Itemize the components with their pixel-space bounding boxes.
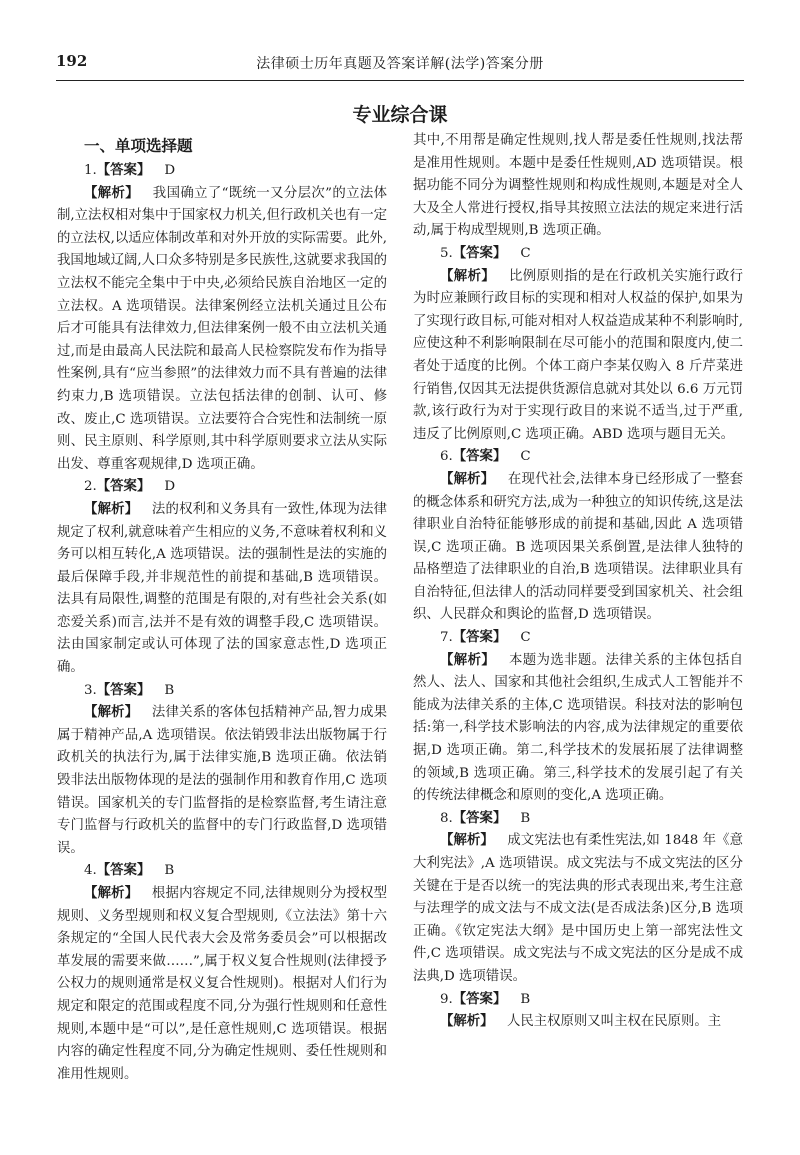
explanation bbox=[413, 469, 743, 627]
explanation-label: 【解析】 bbox=[440, 833, 494, 849]
explanation-label: 【解析】 bbox=[84, 886, 139, 901]
question-number: 2. bbox=[84, 479, 97, 495]
page-number: 192 bbox=[56, 52, 88, 70]
explanation bbox=[413, 1011, 743, 1034]
answer-line bbox=[413, 808, 743, 831]
answer-item bbox=[413, 627, 743, 808]
question-number: 1. bbox=[84, 163, 97, 178]
answer-label: 【答案】 bbox=[452, 245, 507, 261]
answer-item bbox=[57, 160, 387, 476]
explanation-text: 根据内容规定不同,法律规则分为授权型规则、义务型规则和权义复合型规则,《立法法》第十六条规定的“全国人民代表大会及常务委员会”可以根据改革发展的需要来做……”,属于权义复合性规则(法律授予公权力的规则通常是权义复合性规则)。根据对人们行为规定和限定的范围或程度不同,分为强行性规则和任意性规则,本题中是“可以”,是任意性规则,C 选项错误。根据内容的确定性程度不同,分为确定性规则、委任性规则和准用性规则。 bbox=[57, 886, 388, 1082]
explanation-label: 【解析】 bbox=[440, 268, 496, 284]
running-title: 法律硕士历年真题及答案详解(法学)答案分册 bbox=[256, 56, 544, 72]
explanation bbox=[413, 830, 743, 988]
question-number: 9. bbox=[440, 991, 453, 1007]
answer-label: 【答案】 bbox=[452, 991, 507, 1007]
explanation-label: 【解析】 bbox=[440, 1014, 494, 1030]
question-number: 6. bbox=[440, 449, 453, 465]
explanation-text: 成文宪法也有柔性宪法,如 1848 年《意大利宪法》,A 选项错误。成文宪法与不成文宪法的区分关键在于是否以统一的宪法典的形式表现出来,考生注意与法理学的成文法与不成文法(是否成法条)区分,B 选项正确。《钦定宪法大纲》是中国历史上第一部宪法性文件,C 选项错误。成文宪法与不成文宪法的区分是成不成法典,D 选项错误。 bbox=[413, 833, 743, 984]
explanation-label: 【解析】 bbox=[84, 501, 139, 517]
left-answer-list bbox=[57, 160, 387, 1086]
explanation-label: 【解析】 bbox=[440, 471, 495, 487]
part-heading: 一、单项选择题 bbox=[84, 137, 193, 155]
answer-letter: D bbox=[164, 479, 176, 495]
explanation-text: 法律关系的客体包括精神产品,智力成果属于精神产品,A 选项错误。依法销毁非法出版物属于行政机关的执法行为,属于法律实施,B 选项正确。依法销毁非法出版物体现的是法的强制作用和教育作用,C 选项错误。国家机关的专门监督指的是检察监督,考生请注意专门监督与行政机关的监督中的专门行政监督,D 选项错误。 bbox=[57, 705, 388, 856]
answer-letter: C bbox=[520, 245, 531, 261]
answer-item bbox=[413, 989, 743, 1034]
answer-label: 【答案】 bbox=[452, 630, 507, 646]
question-number: 4. bbox=[84, 863, 97, 879]
explanation bbox=[57, 883, 387, 1086]
answer-label: 【答案】 bbox=[96, 479, 151, 495]
answer-label: 【答案】 bbox=[96, 682, 151, 698]
explanation bbox=[413, 266, 743, 447]
continued-explanation: 其中,不用帮是确定性规则,找人帮是委任性规则,找法帮是准用性规则。本题中是委任性规则,AD 选项错误。根据功能不同分为调整性规则和构成性规则,本题是对全人大及全人常进行授权,指导其按照立法法的规定来进行活动,属于构成型规则,B 选项正确。 bbox=[413, 133, 743, 239]
answer-label: 【答案】 bbox=[96, 163, 151, 178]
answer-item bbox=[413, 808, 743, 989]
answer-label: 【答案】 bbox=[452, 810, 507, 826]
answer-letter: B bbox=[520, 810, 531, 826]
answer-letter: B bbox=[520, 991, 531, 1007]
right-column bbox=[413, 130, 743, 1034]
question-number: 3. bbox=[84, 682, 97, 698]
question-number: 8. bbox=[440, 810, 453, 826]
answer-line bbox=[57, 680, 387, 703]
explanation bbox=[57, 702, 387, 860]
answer-letter: B bbox=[164, 863, 175, 879]
explanation-label: 【解析】 bbox=[440, 652, 496, 668]
answer-item bbox=[57, 680, 387, 861]
answer-label: 【答案】 bbox=[96, 863, 151, 879]
answer-item bbox=[413, 446, 743, 627]
answer-line bbox=[57, 476, 387, 499]
answer-item bbox=[57, 476, 387, 679]
explanation-text: 我国确立了“既统一又分层次”的立法体制,立法权相对集中于国家权力机关,但行政机关也有一定的立法权,以适应体制改革和对外开放的实际需要。此外,我国地域辽阔,人口众多特别是多民族性,这就要求我国的立法权不能完全集中于中央,必须给民族自治地区一定的立法权。A 选项错误。法律案例经立法机关通过且公布后才可能具有法律效力,但法律案例一般不由立法机关通过,而是由最高人民法院和最高人民检察院发布作为指导性案例,具有“应当参照”的法律效力而不具有普遍的法律约束力,B 选项错误。立法包括法律的创制、认可、修改、废止,C 选项错误。立法要符合合宪性和法制统一原则、民主原则、科学原则,其中科学原则要求立法从实际出发、尊重客观规律,D 选项正确。 bbox=[57, 185, 387, 472]
explanation-text: 比例原则指的是在行政机关实施行政行为时应兼顾行政目标的实现和相对人权益的保护,如果为了实现行政目标,可能对相对人权益造成某种不利影响时,应使这种不利影响限制在尽可能小的范围和限度内,使二者处于适度的比例。个体工商户李某仅购入 8 斤芹菜进行销售,仅因其无法提供货源信息就对其处以 6.6 万元罚款,该行政行为对于实现行政目的来说不适当,过于严重,违反了比例原则,C 选项正确。ABD 选项与题目无关。 bbox=[413, 268, 744, 442]
answer-letter: C bbox=[520, 449, 531, 465]
page-header bbox=[56, 50, 744, 81]
answer-letter: B bbox=[164, 682, 175, 698]
explanation-text: 法的权利和义务具有一致性,体现为法律规定了权利,就意味着产生相应的义务,不意味着权利和义务可以相互转化,A 选项错误。法的强制性是法的实施的最后保障手段,并非规范性的前提和基础,B 选项错误。法具有局限性,调整的范围是有限的,对有些社会关系(如恋爱关系)而言,法并不是有效的调整手段,C 选项错误。法由国家制定或认可体现了法的国家意志性,D 选项正确。 bbox=[57, 501, 388, 676]
answer-line bbox=[413, 627, 743, 650]
explanation bbox=[57, 499, 387, 680]
answer-line bbox=[413, 989, 743, 1012]
explanation-text: 本题为选非题。法律关系的主体包括自然人、法人、国家和其他社会组织,生成式人工智能并不能成为法律关系的主体,C 选项错误。科技对法的影响包括:第一,科学技术影响法的内容,成为法律规定的重要依据,D 选项正确。第二,科学技术的发展拓展了法律调整的领域,B 选项正确。第三,科学技术的发展引起了有关的传统法律概念和原则的变化,A 选项正确。 bbox=[413, 652, 744, 804]
explanation-label: 【解析】 bbox=[84, 705, 139, 721]
answer-label: 【答案】 bbox=[452, 449, 507, 465]
explanation-text: 在现代社会,法律本身已经形成了一整套的概念体系和研究方法,成为一种独立的知识传统,这是法律职业自治特征能够形成的前提和基础,因此 A 选项错误,C 选项正确。B 选项因果关系倒置,是法律人独特的品格塑造了法律职业的自治,B 选项错误。法律职业具有自治特征,但法律人的活动同样要受到国家机关、社会组织、人民群众和舆论的监督,D 选项错误。 bbox=[413, 471, 744, 623]
right-answer-list bbox=[413, 243, 743, 1034]
explanation bbox=[413, 650, 743, 808]
answer-line bbox=[57, 160, 387, 183]
answer-line bbox=[413, 446, 743, 469]
left-column bbox=[57, 134, 387, 1086]
answer-line bbox=[57, 860, 387, 883]
question-number: 7. bbox=[440, 630, 453, 646]
answer-line bbox=[413, 243, 743, 266]
answer-item bbox=[413, 243, 743, 446]
answer-item bbox=[57, 860, 387, 1086]
answer-letter: C bbox=[520, 630, 531, 646]
section-title: 专业综合课 bbox=[352, 104, 448, 126]
answer-letter: D bbox=[164, 163, 176, 178]
explanation-label: 【解析】 bbox=[84, 185, 140, 201]
explanation bbox=[57, 183, 387, 477]
explanation-text: 人民主权原则又叫主权在民原则。主 bbox=[506, 1014, 722, 1030]
question-number: 5. bbox=[440, 245, 453, 261]
